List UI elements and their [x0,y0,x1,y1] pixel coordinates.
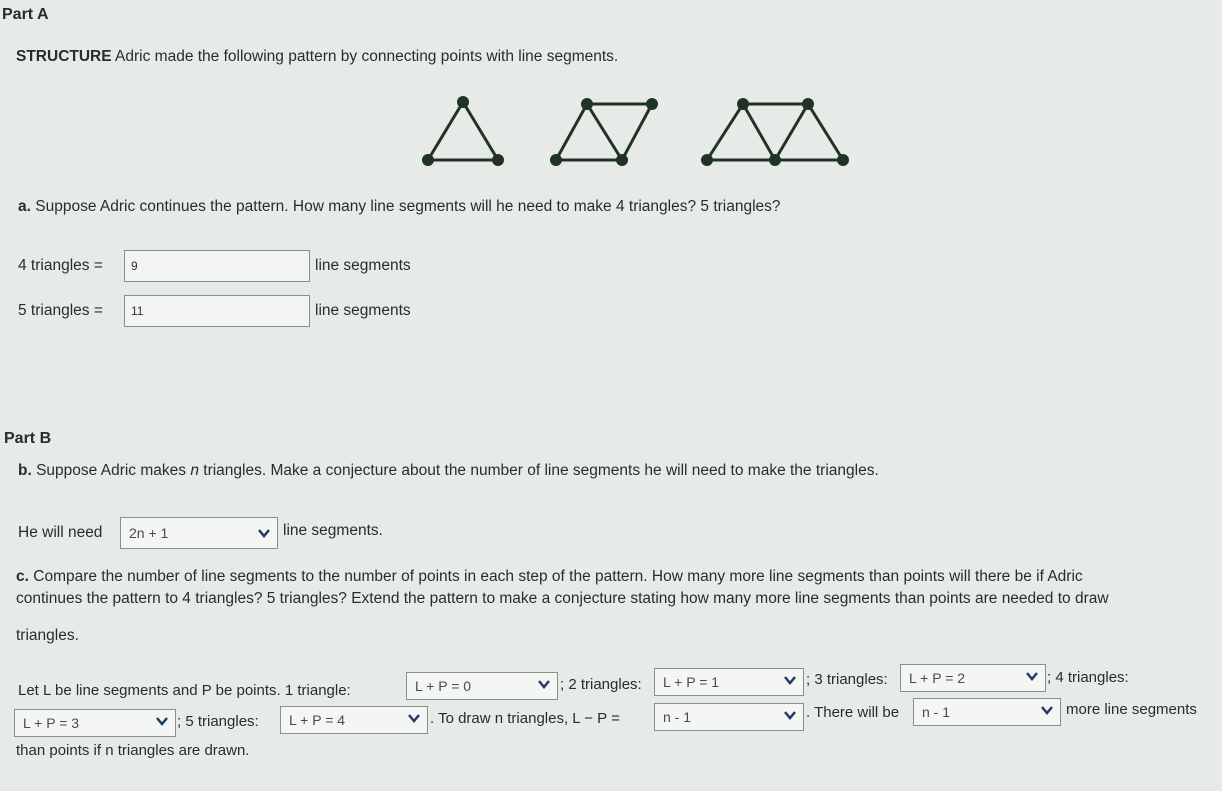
question-a-letter: a. [18,198,31,215]
more-segments-select-value: n - 1 [922,704,951,720]
chevron-down-icon [783,708,797,722]
chevron-down-icon [407,711,421,725]
l-minus-p-select-value: n - 1 [663,709,692,725]
two-triangles-select[interactable] [654,668,804,696]
l-minus-p-select[interactable] [654,703,804,731]
triangle-pattern-figure [410,90,860,170]
pattern-step-1 [424,98,503,165]
line-segments-formula-select[interactable] [120,517,278,549]
chevron-down-icon [1040,703,1054,717]
five-triangles-select-value: L + P = 4 [289,712,346,728]
three-triangles-select[interactable] [900,664,1046,692]
question-b [18,462,879,480]
more-segments-text: more line segments [1066,701,1197,718]
question-c-line1-text: Compare the number of line segments to the number of points in each step of the pattern. How many more line segments than points will there be if Adric [33,568,1083,585]
question-c-letter: c. [16,568,29,585]
question-a [18,198,781,216]
four-triangles-select-value: L + P = 3 [23,715,80,731]
row5-unit: line segments [315,302,411,319]
three-triangles-text: ; 3 triangles: [806,671,888,688]
five-triangles-answer-input[interactable]: 11 [124,295,310,327]
pattern-step-2 [552,100,657,165]
chevron-down-icon [257,526,271,540]
pattern-step-3 [703,100,848,165]
two-triangles-text: ; 2 triangles: [560,676,642,693]
question-b-pre: Suppose Adric makes [36,462,191,479]
three-triangles-select-value: L + P = 2 [909,670,966,686]
question-b-var: n [190,462,199,479]
part-b-heading: Part B [4,430,52,447]
chevron-down-icon [1025,669,1039,683]
chevron-down-icon [537,677,551,691]
part-a-heading: Part A [2,6,49,23]
four-triangles-answer-input[interactable]: 9 [124,250,310,282]
than-points-text: than points if n triangles are drawn. [16,742,250,759]
four-triangles-text: ; 4 triangles: [1047,669,1129,686]
question-a-text: Suppose Adric continues the pattern. How many line segments will he need to make 4 triangles? 5 triangles? [35,198,781,215]
row5-label: 5 triangles = [18,302,103,319]
five-triangles-text: ; 5 triangles: [177,713,259,730]
four-triangles-select[interactable] [14,709,176,737]
question-c-line3: triangles. [16,627,79,644]
structure-intro-text: Adric made the following pattern by connecting points with line segments. [115,48,619,65]
row4-label: 4 triangles = [18,257,103,274]
line-segments-formula-value: 2n + 1 [129,525,169,541]
chevron-down-icon [155,714,169,728]
structure-label: STRUCTURE [16,48,112,65]
structure-intro [16,48,618,66]
row4-unit: line segments [315,257,411,274]
there-will-be-text: . There will be [806,704,900,721]
question-c-line2: continues the pattern to 4 triangles? 5 triangles? Extend the pattern to make a conjecture stating how many more line segments than points are needed to draw [16,590,1109,607]
draw-n-text: . To draw n triangles, L − P = [430,710,620,727]
question-b-post: triangles. Make a conjecture about the number of line segments he will need to make the triangles. [198,462,879,479]
two-triangles-select-value: L + P = 1 [663,674,720,690]
more-segments-select[interactable] [913,698,1061,726]
question-c-line1 [16,568,1083,586]
let-text: Let L be line segments and P be points. 1 triangle: [18,682,351,699]
one-triangle-select[interactable] [406,672,558,700]
one-triangle-select-value: L + P = 0 [415,678,472,694]
chevron-down-icon [783,673,797,687]
need-unit: line segments. [283,522,383,539]
question-b-letter: b. [18,462,32,479]
need-label: He will need [18,524,103,541]
five-triangles-select[interactable] [280,706,428,734]
